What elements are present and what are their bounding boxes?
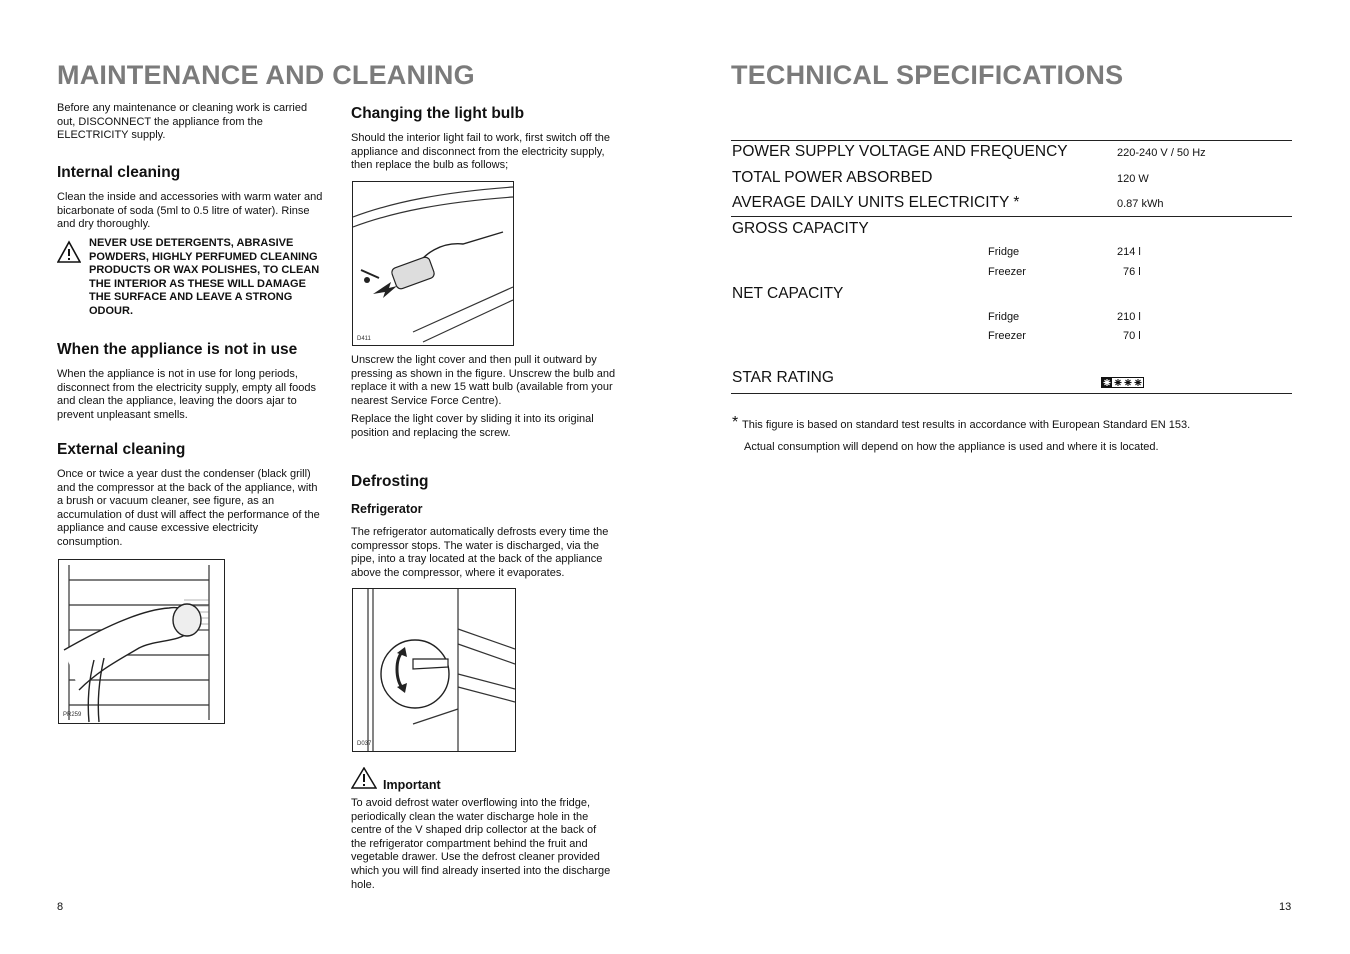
spec-rule-top xyxy=(731,140,1292,141)
subheading-refrigerator: Refrigerator xyxy=(351,502,423,516)
defrosting-text: The refrigerator automatically defrosts every time the compressor stops. The water is discharged, via the pipe, into a tray located at the back of the appliance above the compressor, where it evaporates. xyxy=(351,526,609,579)
spec-power-absorbed-label: TOTAL POWER ABSORBED xyxy=(732,169,933,186)
light-bulb-text-1: Should the interior light fail to work, first switch off the appliance and disconnect from the electricity supply, then replace the bulb as follows; xyxy=(351,132,611,172)
important-text: To avoid defrost water overflowing into the fridge, periodically clean the water discharge hole in the centre of the V shaped drip collector at the back of the refrigerator compartment behind the fruit and vegetable drawer. Use the defrost cleaner provided which you will find already inserted into the discharge hole. xyxy=(351,797,611,891)
light-bulb-text-2: Unscrew the light cover and then pull it outward by pressing as shown in the figure. Unscrew the bulb and replace it with a new 15 watt bulb (available from your nearest Service Force Centre). xyxy=(351,354,616,407)
footnote-text-1: This figure is based on standard test results in accordance with European Standard EN 153. xyxy=(742,419,1191,431)
intro-text: Before any maintenance or cleaning work is carried out, DISCONNECT the appliance from the ELECTRICITY supply. xyxy=(57,102,308,142)
spec-gross-fridge-label: Fridge xyxy=(988,246,1020,258)
internal-cleaning-text: Clean the inside and accessories with warm water and bicarbonate of soda (5ml to 0.5 litre of water). Rinse and dry thoroughly. xyxy=(57,191,323,231)
heading-defrosting: Defrosting xyxy=(351,473,429,490)
figure-code: D037 xyxy=(357,741,372,747)
page-title-specifications: TECHNICAL SPECIFICATIONS xyxy=(731,60,1124,90)
light-bulb-figure xyxy=(352,181,514,346)
spec-gross-freezer-label: Freezer xyxy=(988,266,1026,278)
heading-not-in-use: When the appliance is not in use xyxy=(57,341,298,358)
external-cleaning-text: Once or twice a year dust the condenser (black grill) and the compressor at the back of the appliance, with a brush or vacuum cleaner, see figure, as an accumulation of dust will affect the performance of the appliance and cause excessive electricity consumption. xyxy=(57,468,320,548)
spec-power-supply-label: POWER SUPPLY VOLTAGE AND FREQUENCY xyxy=(732,143,1068,160)
spec-net-freezer-value: 70 l xyxy=(1123,330,1141,342)
page-number-right: 13 xyxy=(1279,901,1292,913)
spec-daily-units-label: AVERAGE DAILY UNITS ELECTRICITY * xyxy=(732,194,1020,211)
warning-triangle-icon xyxy=(351,767,377,789)
warning-triangle-icon xyxy=(57,240,81,264)
condenser-cleaning-figure xyxy=(58,559,225,724)
defrost-figure xyxy=(352,588,516,752)
heading-internal-cleaning: Internal cleaning xyxy=(57,164,181,181)
figure-code: D411 xyxy=(357,336,371,342)
spec-gross-fridge-value: 214 l xyxy=(1117,246,1141,258)
spec-star-rating-label: STAR RATING xyxy=(732,369,834,386)
spec-power-absorbed-value: 120 W xyxy=(1117,173,1149,185)
spec-rule-bottom xyxy=(731,393,1292,394)
heading-external-cleaning: External cleaning xyxy=(57,441,186,458)
figure-code: PR259 xyxy=(63,712,82,718)
spec-rule-middle xyxy=(731,216,1292,217)
page-number-left: 8 xyxy=(57,901,64,913)
spec-gross-freezer-value: 76 l xyxy=(1123,266,1141,278)
spec-daily-units-value: 0.87 kWh xyxy=(1117,198,1164,210)
spec-net-freezer-label: Freezer xyxy=(988,330,1026,342)
spec-net-fridge-value: 210 l xyxy=(1117,311,1141,323)
light-bulb-text-3: Replace the light cover by sliding it into its original position and replacing the screw. xyxy=(351,413,594,439)
not-in-use-text: When the appliance is not in use for long periods, disconnect from the electricity supply, empty all foods and clean the appliance, leaving the doors ajar to prevent unpleasant smells. xyxy=(57,368,317,421)
star-rating-icon xyxy=(1101,375,1144,386)
spec-net-fridge-label: Fridge xyxy=(988,311,1020,323)
spec-net-capacity-label: NET CAPACITY xyxy=(732,285,844,302)
spec-power-supply-value: 220-240 V / 50 Hz xyxy=(1117,147,1206,159)
spec-gross-capacity-label: GROSS CAPACITY xyxy=(732,220,869,237)
heading-light-bulb: Changing the light bulb xyxy=(351,105,525,122)
important-label: Important xyxy=(383,778,441,792)
footnote-text-2: Actual consumption will depend on how the appliance is used and where it is located. xyxy=(744,441,1159,453)
footnote-mark: * xyxy=(732,414,739,431)
page-title-maintenance: MAINTENANCE AND CLEANING xyxy=(57,60,475,90)
internal-cleaning-warning: NEVER USE DETERGENTS, ABRASIVE POWDERS, HIGHLY PERFUMED CLEANING PRODUCTS OR WAX POLISHES, TO CLEAN THE INTERIOR AS THESE WILL DAMAGE THE SURFACE AND LEAVE A STRONG ODOUR. xyxy=(89,237,320,317)
